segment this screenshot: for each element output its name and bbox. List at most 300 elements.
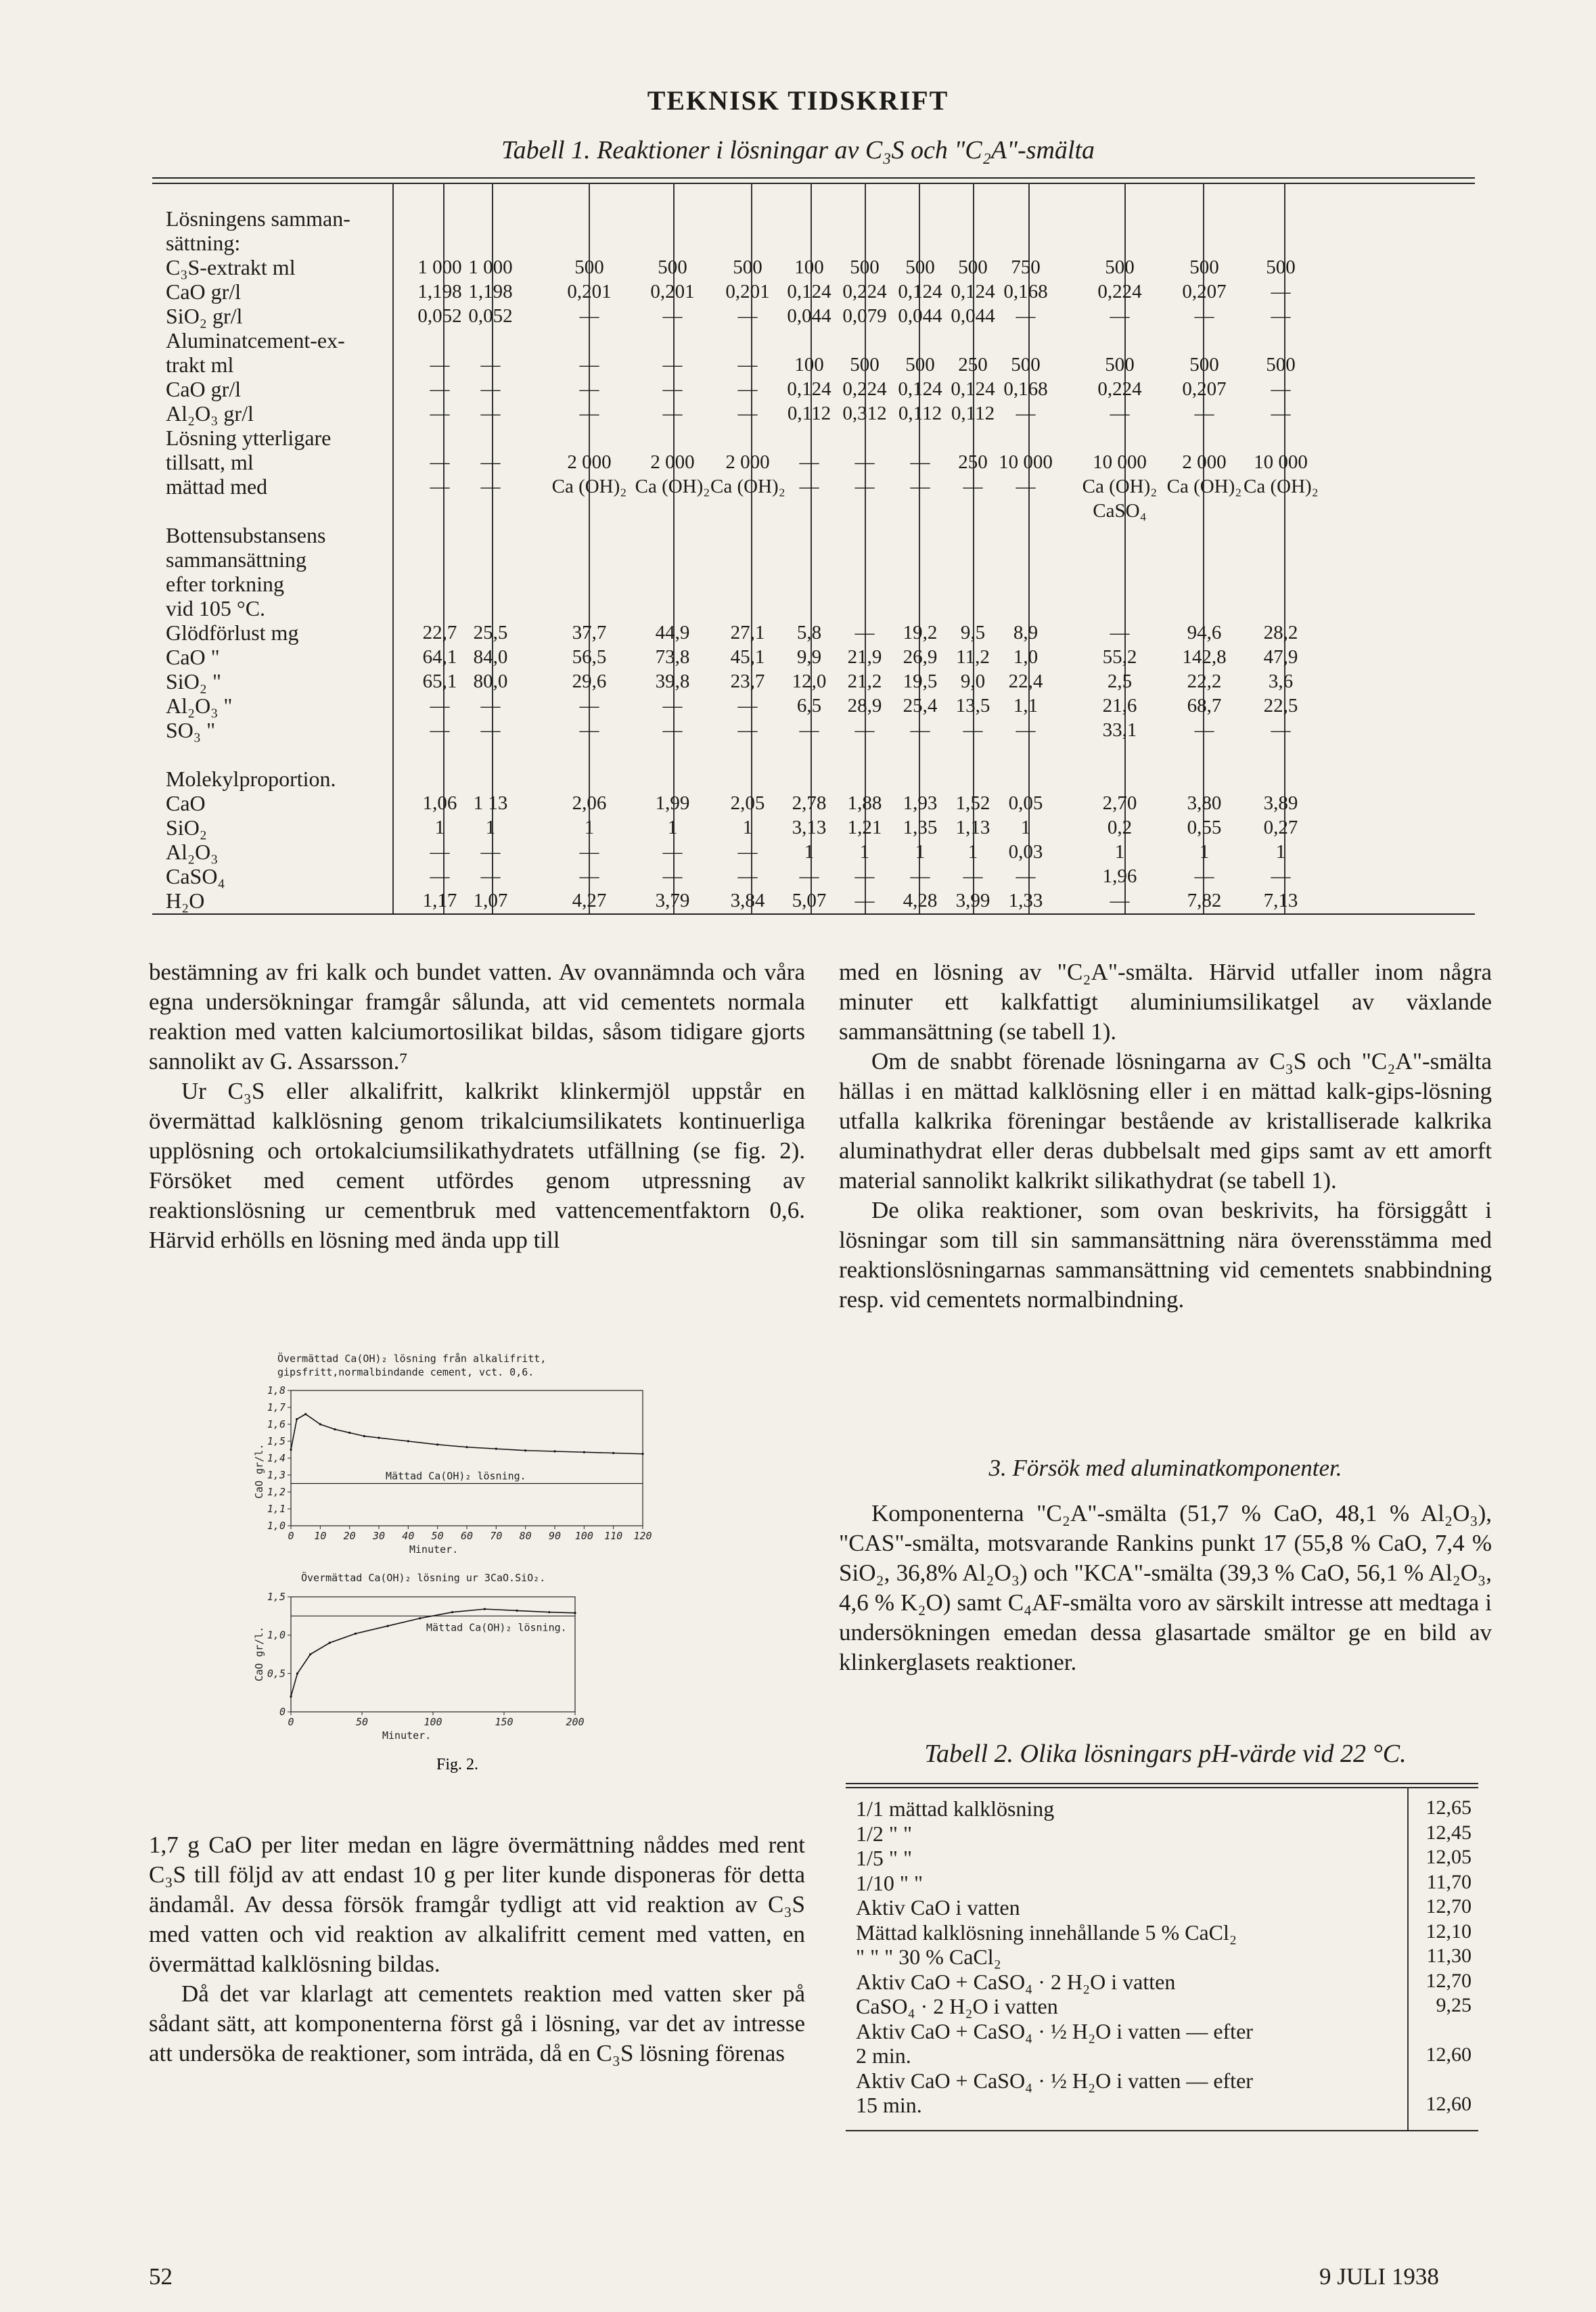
table1-cell: 5,8	[796, 622, 822, 643]
table1-cell: —	[1271, 281, 1291, 302]
table1-cell: —	[963, 719, 983, 741]
table2-row-label: 2 min.	[856, 2043, 911, 2068]
table1-cell: —	[854, 865, 875, 887]
table1-cell: 500	[905, 354, 935, 376]
table1-cell: 8,9	[1013, 622, 1039, 643]
table1-cell: —	[1110, 305, 1130, 327]
table1-row-label: Molekylproportion.	[166, 767, 336, 791]
table2-row-label: Aktiv CaO + CaSO₄ · 2 H₂O i vatten	[856, 1969, 1176, 1994]
table1-row-label: sammansättning	[166, 547, 306, 572]
table1-row-label: SiO₂ gr/l	[166, 304, 243, 328]
table1-cell: 12,0	[792, 671, 827, 692]
table1-cell: 1	[859, 841, 870, 863]
table2-row-value: 12,60	[1426, 2093, 1472, 2115]
table1-cell: 0,112	[951, 403, 995, 424]
table1-cell: 33,1	[1102, 719, 1137, 741]
table1-cell: 500	[850, 256, 880, 278]
x-tick-label: 50	[431, 1530, 444, 1542]
table1-cell: —	[662, 305, 683, 327]
data-point	[329, 1641, 331, 1644]
table1-cell: 0,27	[1263, 817, 1298, 838]
table1-cell: —	[430, 451, 450, 473]
table1-cell: —	[579, 695, 599, 717]
table1-row-label: CaO	[166, 791, 206, 815]
table1-cell: —	[737, 695, 758, 717]
table1-cell: —	[1271, 305, 1291, 327]
table1-cell: 250	[958, 354, 988, 376]
table1-cell: 1	[915, 841, 926, 863]
table1-cell: 28,9	[847, 695, 882, 717]
table1-cell: 1,07	[473, 890, 508, 911]
table1-cell: 500	[658, 256, 687, 278]
table1-row-label: Al₂O₃ "	[166, 694, 233, 718]
table2-row-label: " " " 30 % CaCl₂	[856, 1945, 1001, 1969]
y-tick-label: 0,5	[267, 1667, 286, 1680]
y-tick-label: 1,0	[267, 1520, 286, 1532]
table1-row-label: SO₃ "	[166, 718, 216, 742]
table1-cell: 21,9	[847, 646, 882, 668]
data-point	[309, 1653, 311, 1655]
table1-cell: 0,112	[787, 403, 831, 424]
figure-caption: Fig. 2.	[436, 1756, 479, 1773]
table1-cell: 56,5	[572, 646, 607, 668]
table1-row-label: CaO "	[166, 645, 220, 669]
x-tick-label: 90	[548, 1530, 562, 1542]
table1-cell: —	[662, 719, 683, 741]
table1-cell: 0,05	[1008, 792, 1043, 814]
y-tick-label: 1,0	[267, 1629, 286, 1641]
table1-cell: 500	[1011, 354, 1041, 376]
table1-cell: 4,27	[572, 890, 607, 911]
table1-cell: —	[480, 354, 501, 376]
data-point	[304, 1413, 306, 1415]
table1-cell: —	[737, 354, 758, 376]
table1-cell: 29,6	[572, 671, 607, 692]
table1-row-label: CaO gr/l	[166, 377, 242, 401]
table1-cell: —	[480, 403, 501, 424]
table1-cell: —	[662, 354, 683, 376]
chart2-line-label: Mättad Ca(OH)₂ lösning.	[426, 1621, 567, 1634]
table2-row-label: Mättad kalklösning innehållande 5 % CaCl₂	[856, 1920, 1237, 1945]
x-tick-label: 80	[519, 1530, 532, 1542]
table1-cell: 65,1	[422, 671, 457, 692]
table1-cell: —	[854, 476, 875, 497]
y-tick-label: 1,7	[267, 1401, 286, 1413]
table1-cell: 39,8	[655, 671, 690, 692]
right-column-text-mid	[839, 1499, 1492, 1677]
table1-cell: 22,7	[422, 622, 457, 643]
table1-cell: 0,03	[1008, 841, 1043, 863]
table1-cell: 25,5	[473, 622, 508, 643]
table1-cell: 1	[584, 817, 595, 838]
table1-cell: —	[579, 305, 599, 327]
table1-cell: —	[480, 451, 501, 473]
table1-cell: —	[430, 695, 450, 717]
table1-cell: 1,0	[1013, 646, 1039, 668]
table1-cell: 1	[1020, 817, 1031, 838]
table1-cell: 0,079	[842, 305, 887, 327]
table1-cell: 0,124	[898, 378, 942, 400]
table1-cell: 23,7	[730, 671, 765, 692]
table2-row-value: 12,70	[1426, 1895, 1472, 1918]
table1-cell: —	[480, 841, 501, 863]
table1-cell: 0,224	[842, 378, 887, 400]
x-tick-label: 30	[372, 1530, 386, 1542]
table1-cell: —	[430, 403, 450, 424]
table2-row-label: 1/5 " "	[856, 1846, 913, 1870]
paragraph: Om de snabbt förenade lösningarna av C₃S och "C₂A"-smälta hällas i en mättad kalklösning eller i en mättad kalk-gips-lösning utfalla kalkrika föreningar bestående av kristalliserade kalkrika aluminathydrat eller deras dubbelsalt med gips samt av ett amorft material sannolikt kalkrikt silikathydrat (se tabell 1).	[839, 1048, 1492, 1194]
x-tick-label: 110	[604, 1530, 623, 1542]
table1-cell: —	[1194, 865, 1214, 887]
x-tick-label: 50	[355, 1716, 369, 1728]
table2-row-value: 9,25	[1436, 1994, 1472, 2016]
table2-row-value: 12,10	[1426, 1920, 1472, 1943]
x-tick-label: 40	[402, 1530, 415, 1542]
table1-row-label: vid 105 °C.	[166, 596, 266, 620]
table1-cell: 0,124	[787, 378, 831, 400]
table1-cell: —	[1016, 305, 1036, 327]
table1-bottom-rule	[152, 913, 1475, 915]
table1-cell: 22,2	[1187, 671, 1222, 692]
table1-cell: 1	[1275, 841, 1286, 863]
table1-cell: 500	[1189, 354, 1219, 376]
data-point	[378, 1436, 380, 1438]
figure-2-svg	[250, 1343, 683, 1783]
x-tick-label: 120	[633, 1530, 652, 1542]
table1-cell: —	[910, 865, 930, 887]
data-point	[334, 1428, 336, 1430]
data-point	[348, 1432, 350, 1434]
chart2-y-label: CaO gr/l.	[253, 1626, 265, 1681]
table1-cell: 0,201	[725, 281, 770, 302]
table1-cell: 500	[1105, 256, 1135, 278]
table1-cell: 9,5	[960, 622, 986, 643]
table1-cell: 1	[667, 817, 678, 838]
x-tick-label: 70	[490, 1530, 503, 1542]
table1-cell: 44,9	[655, 622, 690, 643]
table1-cell: 1	[742, 817, 753, 838]
table1-cell: 500	[1105, 354, 1135, 376]
table1-cell: 10 000	[999, 451, 1053, 473]
table1-cell: —	[430, 354, 450, 376]
table1-cell: 10 000	[1254, 451, 1308, 473]
table2-row-label: CaSO₄ · 2 H₂O i vatten	[856, 1994, 1058, 2018]
table1-cell: —	[799, 476, 819, 497]
section-heading-text: 3. Försök med aluminatkomponenter.	[988, 1455, 1342, 1481]
chart1-line-label: Mättad Ca(OH)₂ lösning.	[386, 1470, 526, 1482]
table1-row-label: H₂O	[166, 888, 205, 913]
table1-cell: 10 000	[1093, 451, 1147, 473]
table1-cell: 2,05	[730, 792, 765, 814]
table1-row-label: sättning:	[166, 231, 241, 255]
y-tick-label: 1,5	[267, 1435, 286, 1447]
table1-cell: 1,33	[1008, 890, 1043, 911]
y-tick-label: 1,2	[267, 1486, 286, 1498]
table1-cell: 0,124	[951, 281, 995, 302]
paragraph: med en lösning av "C₂A"-smälta. Härvid utfaller inom några minuter ett kalkfattigt aluminiumsilikatgel av växlande sammansättning (se tabell 1).	[839, 959, 1492, 1045]
table1-cell: —	[1016, 403, 1036, 424]
table1-cell: 19,2	[903, 622, 938, 643]
table1-cell: 2 000	[725, 451, 770, 473]
table1-cell: 0,052	[417, 305, 462, 327]
data-point	[553, 1450, 555, 1452]
table1-cell: 0,052	[468, 305, 513, 327]
y-tick-label: 1,8	[267, 1384, 286, 1397]
table1-cell: 1,17	[422, 890, 457, 911]
table1-cell: 45,1	[730, 646, 765, 668]
table1-cell: 22,5	[1263, 695, 1298, 717]
chart2-title: Övermättad Ca(OH)₂ lösning ur 3CaO.SiO₂.	[301, 1572, 546, 1584]
paragraph: Ur C₃S eller alkalifritt, kalkrikt klinkermjöl uppstår en övermättad kalklösning genom trikalciumsilikatets kontinuerliga upplösning och ortokalciumsilikathydratets utfällning (se fig. 2). Försöket med cement utfördes genom utpressning av reaktionslösning ur cementbruk med vattencementfaktorn 0,6. Härvid erhölls en lösning med ända upp till	[149, 1078, 805, 1253]
data-point	[495, 1448, 497, 1450]
y-tick-label: 1,5	[267, 1591, 286, 1603]
table1-cell: —	[854, 719, 875, 741]
table1-cell: 2,06	[572, 792, 607, 814]
table1-cell: 0,201	[567, 281, 612, 302]
table1-cell: 3,13	[792, 817, 827, 838]
x-tick-label: 100	[574, 1530, 593, 1542]
paragraph: Då det var klarlagt att cementets reaktion med vatten sker på sådant sätt, att komponenterna först gå i lösning, var det av intresse att undersöka de reaktioner, som inträda, då en C₃S lösning förenas	[149, 1980, 805, 2066]
data-point	[583, 1451, 585, 1453]
table1-cell: 0,224	[842, 281, 887, 302]
table2-row-label: Aktiv CaO + CaSO₄ · ½ H₂O i vatten — efter	[856, 2068, 1253, 2093]
table2-row-value: 12,05	[1426, 1846, 1472, 1868]
table1-cell: 0,168	[1003, 378, 1048, 400]
table1-cell: —	[854, 451, 875, 473]
x-tick-label: 0	[288, 1716, 294, 1728]
table1-cell: 21,6	[1102, 695, 1137, 717]
table1-cell: 500	[850, 354, 880, 376]
table1-row-label: Bottensubstansens	[166, 523, 326, 547]
table1-cell: 0,044	[898, 305, 942, 327]
table1-cell: 2,5	[1107, 671, 1133, 692]
chart1-title-line2: gipsfritt,normalbindande cement, vct. 0,6.	[277, 1366, 534, 1378]
table1-cell: —	[910, 451, 930, 473]
table1-cell: 1,96	[1102, 865, 1137, 887]
y-tick-label: 1,4	[267, 1452, 286, 1464]
table1-cell: 3,80	[1187, 792, 1222, 814]
table1-cell: 7,82	[1187, 890, 1222, 911]
table2-row-value: 12,70	[1426, 1969, 1472, 1992]
table2-row-value: 11,70	[1426, 1870, 1472, 1893]
data-point	[296, 1418, 298, 1420]
table1-cell: 11,2	[956, 646, 990, 668]
column-rule	[392, 183, 394, 913]
table1-cell: —	[1110, 622, 1130, 643]
table1-cell: 1 000	[468, 256, 513, 278]
table1-cell: 0,201	[650, 281, 695, 302]
table1-cell: —	[1271, 719, 1291, 741]
table1-cell: 2,78	[792, 792, 827, 814]
table1-cell: 64,1	[422, 646, 457, 668]
data-point	[407, 1440, 409, 1442]
table1-cell: 94,6	[1187, 622, 1222, 643]
table1-cell: Ca (OH)₂	[551, 476, 627, 497]
table1-row-label: efter torkning	[166, 572, 285, 596]
x-tick-label: 0	[288, 1530, 294, 1542]
table1-cell: 500	[1189, 256, 1219, 278]
table1-cell: —	[579, 378, 599, 400]
table1-cell: 25,4	[903, 695, 938, 717]
table1-cell: —	[799, 865, 819, 887]
table1-cell: —	[1194, 305, 1214, 327]
table1-row-label: Al₂O₃	[166, 840, 219, 864]
table1-cell: 68,7	[1187, 695, 1222, 717]
table2-row-label: Aktiv CaO i vatten	[856, 1895, 1020, 1920]
data-point	[612, 1452, 614, 1454]
table1-cell: 0,207	[1182, 281, 1227, 302]
table1-cell: —	[910, 476, 930, 497]
table1-cell: 84,0	[473, 646, 508, 668]
table1-cell: —	[910, 719, 930, 741]
masthead: TEKNISK TIDSKRIFT	[647, 85, 949, 116]
data-point	[516, 1610, 518, 1612]
table1-cell: 13,5	[955, 695, 990, 717]
chart1-title-line1: Övermättad Ca(OH)₂ lösning från alkalifritt,	[277, 1353, 547, 1365]
table1-row-label: Lösning ytterligare	[166, 426, 332, 450]
table1-cell: —	[1271, 378, 1291, 400]
paragraph: bestämning av fri kalk och bundet vatten. Av ovannämnda och våra egna undersökningar framgår sålunda, att vid cementets normala reaktion med vatten kalciumortosilikat bildas, såsom tidigare gjorts sannolikt av G. Assarsson.⁷	[149, 959, 805, 1074]
table1-cell: 3,99	[955, 890, 990, 911]
table1-cell: 4,28	[903, 890, 938, 911]
table1-cell: —	[1271, 865, 1291, 887]
table1-cell: 0,2	[1107, 817, 1133, 838]
y-tick-label: 1,6	[267, 1418, 286, 1430]
table1-row-label: Al₂O₃ gr/l	[166, 401, 254, 426]
table1-cell: 37,7	[572, 622, 607, 643]
table1-cell: 28,2	[1263, 622, 1298, 643]
y-tick-label: 1,3	[267, 1469, 286, 1481]
table1-cell: —	[1016, 719, 1036, 741]
table2-caption: Tabell 2. Olika lösningars pH-värde vid 22 °C.	[924, 1740, 1407, 1768]
data-point	[451, 1611, 453, 1613]
table1-cell: —	[662, 695, 683, 717]
table1-cell: 750	[1011, 256, 1041, 278]
x-tick-label: 100	[424, 1716, 442, 1728]
table1-cell: 0,224	[1097, 281, 1142, 302]
table1-cell: —	[737, 865, 758, 887]
table1-cell: 1,35	[903, 817, 938, 838]
table1-cell: 0,55	[1187, 817, 1222, 838]
chart1-y-label: CaO gr/l.	[253, 1443, 265, 1499]
table1-row-label: trakt ml	[166, 353, 234, 377]
table1-cell: 0,224	[1097, 378, 1142, 400]
section-heading	[839, 1455, 1492, 1482]
table1-cell: Ca (OH)₂	[1244, 476, 1319, 497]
table1-cell: 1,1	[1013, 695, 1039, 717]
table2-top-rule	[846, 1783, 1478, 1784]
table1-cell: 0,112	[898, 403, 942, 424]
table1-cell: 3,79	[655, 890, 690, 911]
table1-cell: —	[1016, 476, 1036, 497]
table1-cell: —	[1194, 719, 1214, 741]
table1-cell: 500	[958, 256, 988, 278]
table1-cell: —	[1110, 890, 1130, 911]
table1-cell: Ca (OH)₂	[710, 476, 785, 497]
table1-cell: 2 000	[1182, 451, 1227, 473]
table1-cell: —	[963, 865, 983, 887]
table1-top-rule-2	[152, 183, 1475, 184]
table1-cell: 21,2	[847, 671, 882, 692]
left-column-text-bottom	[149, 1830, 805, 2068]
table1-caption: Tabell 1. Reaktioner i lösningar av C₃S och "C₂A"-smälta	[501, 136, 1095, 164]
table1-cell: 0,207	[1182, 378, 1227, 400]
table1-row-label: CaO gr/l	[166, 279, 242, 304]
table1-cell: 0,124	[951, 378, 995, 400]
left-column-text-top	[149, 957, 805, 1255]
table1-cell: 7,13	[1263, 890, 1298, 911]
table1-cell: —	[430, 476, 450, 497]
table1-cell: —	[1016, 865, 1036, 887]
table1-cell: —	[799, 451, 819, 473]
y-tick-label: 0	[279, 1706, 286, 1718]
y-tick-label: 1,1	[267, 1503, 286, 1515]
table1-cell: —	[480, 719, 501, 741]
data-point	[484, 1608, 486, 1610]
table1-top-rule	[152, 177, 1475, 179]
table1-cell: —	[963, 476, 983, 497]
table1-cell: —	[662, 841, 683, 863]
table1-cell: 1	[485, 817, 496, 838]
table1-cell: —	[430, 841, 450, 863]
table1-cell: 0,124	[898, 281, 942, 302]
table1-cell: 1,99	[655, 792, 690, 814]
data-point	[641, 1453, 643, 1455]
table1-cell: 1,21	[847, 817, 882, 838]
table1-cell: 0,124	[787, 281, 831, 302]
table2-row-value: 11,30	[1426, 1945, 1472, 1967]
table1-row-label: mättad med	[166, 474, 268, 499]
table1-cell: —	[1271, 403, 1291, 424]
data-point	[363, 1435, 365, 1437]
right-column-text-top	[839, 957, 1492, 1315]
table2-row-value: 12,65	[1426, 1796, 1472, 1819]
table1-row-label: SiO₂	[166, 815, 207, 840]
table2-bottom-rule	[846, 2130, 1478, 2131]
table2-row-label: Aktiv CaO + CaSO₄ · ½ H₂O i vatten — efter	[856, 2018, 1253, 2043]
table1-cell: 55,2	[1102, 646, 1137, 668]
table1-cell: 100	[794, 354, 824, 376]
table1-cell: —	[480, 695, 501, 717]
table1-cell: —	[799, 719, 819, 741]
table1-row-label: Glödförlust mg	[166, 620, 299, 645]
table1-cell: CaSO₄	[1093, 500, 1147, 522]
chart1-x-label: Minuter.	[409, 1543, 459, 1556]
table1-cell: —	[1194, 403, 1214, 424]
table1-cell: 2 000	[650, 451, 695, 473]
paragraph: 1,7 g CaO per liter medan en lägre övermättning nåddes med rent C₃S till följd av att endast 10 g per liter kunde disponeras för detta ändamål. Av dessa försök framgår tydligt att vid reaktion av C₃S med vatten och vid reaktion av alkalifritt cement med vatten, en övermättad kalklösning bildas.	[149, 1832, 805, 1977]
table2-row-label: 1/2 " "	[856, 1821, 913, 1846]
table1-cell: Ca (OH)₂	[1082, 476, 1158, 497]
table1-cell: 1	[804, 841, 815, 863]
chart-frame	[291, 1597, 575, 1712]
table1-cell: —	[662, 378, 683, 400]
table2-row-value: 12,60	[1426, 2043, 1472, 2066]
table1-cell: 2 000	[567, 451, 612, 473]
table1-row-label: SiO₂ "	[166, 669, 222, 694]
table1-cell: —	[579, 403, 599, 424]
table1-cell: —	[737, 378, 758, 400]
table1-cell: 0,044	[951, 305, 995, 327]
data-point	[387, 1625, 389, 1627]
table2-row-label: 1/10 " "	[856, 1870, 924, 1895]
table1-cell: 3,84	[730, 890, 765, 911]
figure-2	[250, 1343, 683, 1783]
table1-cell: 9,0	[960, 671, 986, 692]
table1-cell: Ca (OH)₂	[1166, 476, 1242, 497]
table1-cell: —	[737, 719, 758, 741]
table1-cell: —	[737, 403, 758, 424]
